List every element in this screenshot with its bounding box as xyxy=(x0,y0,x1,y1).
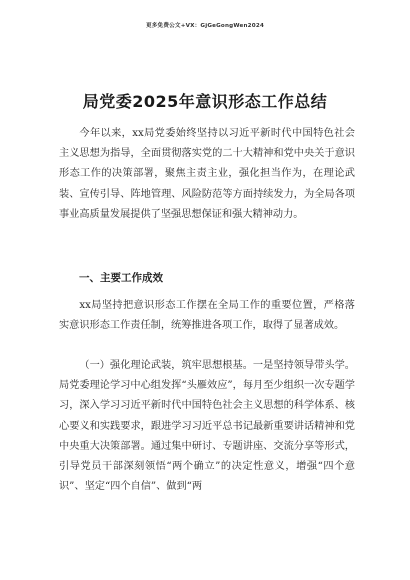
intro-paragraph: 今年以来，xx局党委始终坚持以习近平新时代中国特色社会主义思想为指导，全面贯彻落实党的二十大精神和党中央关于意识形态工作的决策部署，聚焦主责主业，强化担当作为，在理论武装、宣传引导、阵地管理、风险防范等方面持续发力，为全局各项事业高质量发展提供了坚强思想保证和强大精神动力。 xyxy=(59,128,355,220)
section-heading: 一、主要工作成效 xyxy=(79,272,163,284)
document-title: 局党委2025年意识形态工作总结 xyxy=(82,92,328,111)
subsection-paragraph: （一）强化理论武装，筑牢思想根基。一是坚持领导带头学。局党委理论学习中心组发挥“头雁效应”，每月至少组织一次专题学习，深入学习习近平新时代中国特色社会主义思想的科学体系、核心要义和实践要求，跟进学习习近平总书记最新重要讲话精神和党中央重大决策部署。通过集中研讨、专题讲座、交流分享等形式，引导党员干部深刻领悟“两个确立”的决定性意义，增强“四个意识”、坚定“四个自信”、做到“两 xyxy=(59,360,355,493)
header-note: 更多免费公文+VX：GjGeGongWen2024 xyxy=(145,23,265,29)
section-intro-paragraph: xx局坚持把意识形态工作摆在全局工作的重要位置，严格落实意识形态工作责任制，统筹推进各项工作，取得了显著成效。 xyxy=(59,300,355,332)
